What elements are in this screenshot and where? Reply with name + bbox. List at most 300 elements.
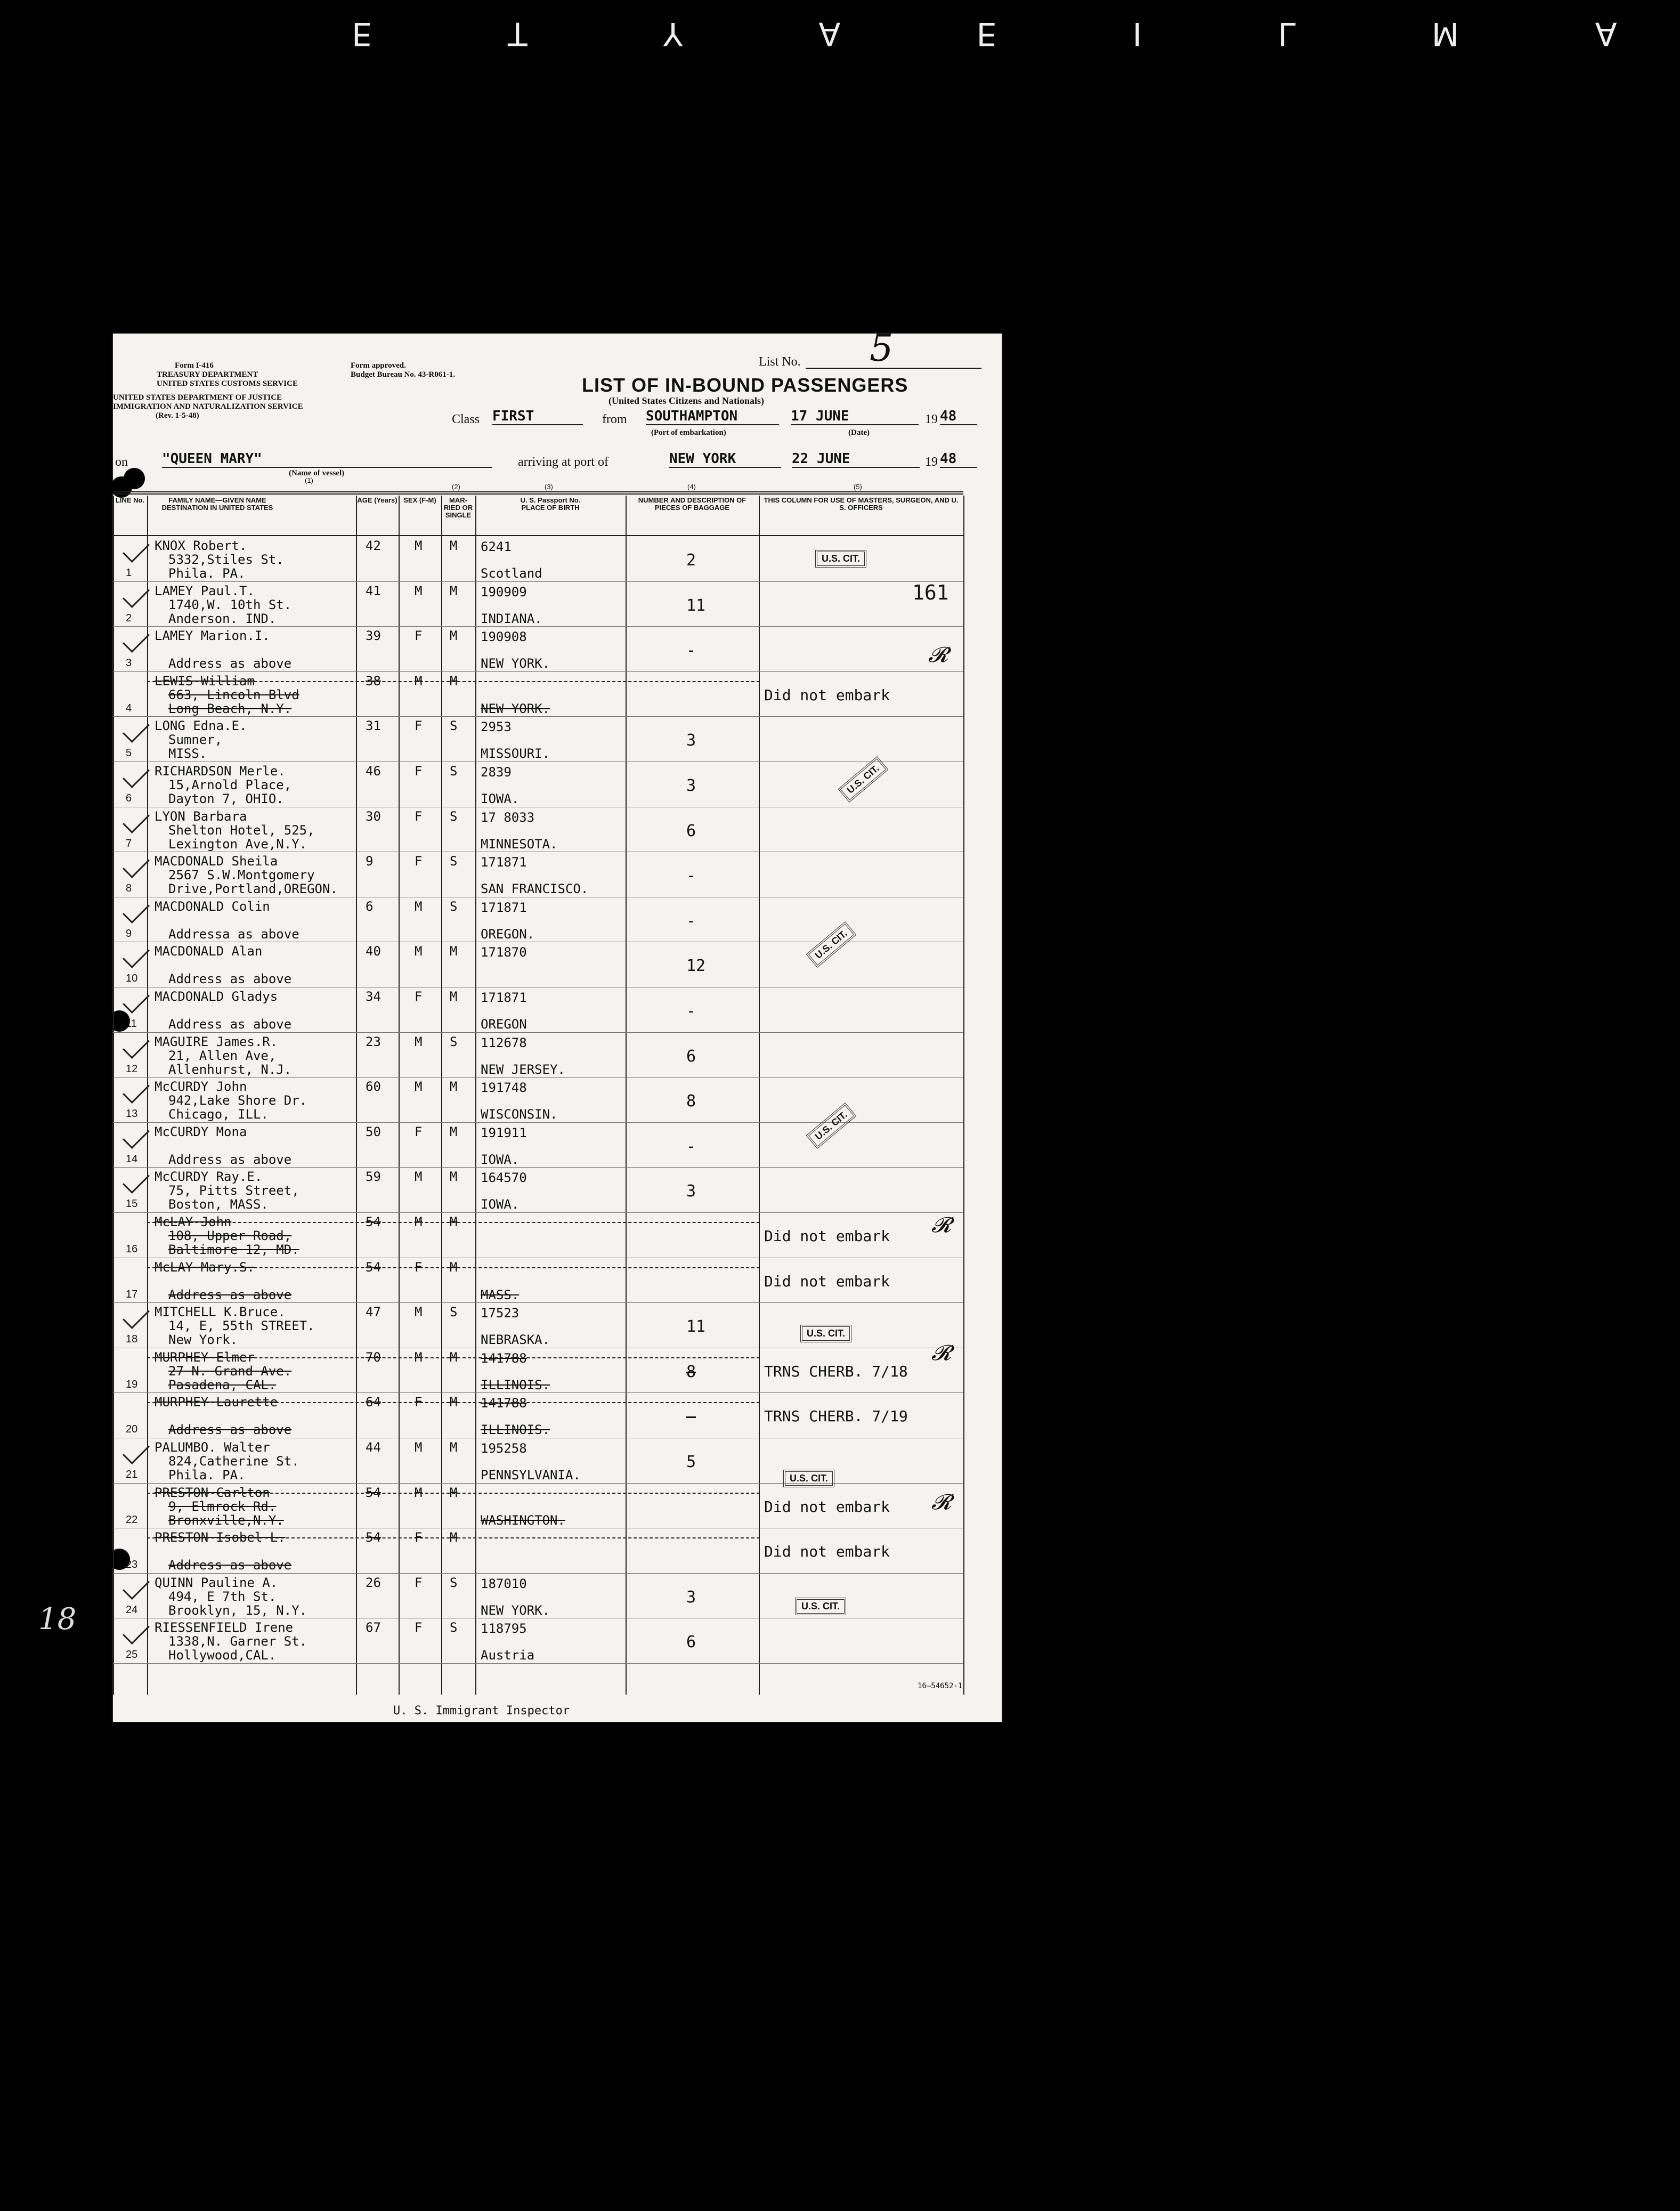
passenger-sex: M xyxy=(415,538,423,553)
line-number: 18 xyxy=(126,1333,138,1346)
passenger-sex: F xyxy=(415,718,423,734)
address-line-2: Long Beach, N.Y. xyxy=(168,701,292,716)
line-number: 10 xyxy=(126,973,138,985)
line-number: 14 xyxy=(126,1153,138,1165)
address-line-1: 824,Catherine St. xyxy=(168,1454,299,1469)
date-note: (Date) xyxy=(848,428,870,437)
passenger-name: PRESTON Carlton xyxy=(155,1485,270,1500)
place-of-birth: Scotland xyxy=(481,566,542,581)
check-mark xyxy=(123,1076,150,1104)
marital-status: M xyxy=(450,1440,458,1455)
address-line-2: New York. xyxy=(168,1332,238,1348)
baggage-count: 8 xyxy=(686,1362,696,1381)
passenger-sex: F xyxy=(415,1575,423,1590)
passenger-sex: F xyxy=(415,1124,423,1139)
baggage-count: 2 xyxy=(686,551,696,570)
passenger-age: 70 xyxy=(366,1349,381,1365)
passport-number: 190909 xyxy=(481,584,527,600)
table-row xyxy=(113,1259,1002,1304)
passenger-sex: F xyxy=(415,764,423,779)
passenger-age: 59 xyxy=(366,1169,381,1185)
passport-number: 164570 xyxy=(481,1170,527,1186)
col-head-married: MAR-RIED OR SINGLE xyxy=(443,496,473,519)
passenger-sex: M xyxy=(415,583,423,598)
inspector-label: U. S. Immigrant Inspector xyxy=(393,1704,570,1718)
row-rule xyxy=(113,1663,963,1664)
passport-number: 2839 xyxy=(481,765,512,780)
passenger-name: LAMEY Paul.T. xyxy=(155,583,255,598)
place-of-birth: OREGON xyxy=(481,1017,527,1032)
table-row xyxy=(113,1213,1002,1259)
address-line-2: Baltimore 12, MD. xyxy=(168,1242,299,1257)
baggage-count: - xyxy=(686,911,696,930)
passenger-sex: M xyxy=(415,1169,423,1185)
form-number: Form I-416 xyxy=(175,361,214,370)
table-row xyxy=(113,1168,1002,1213)
justice-dept xyxy=(113,393,303,420)
passenger-age: 47 xyxy=(366,1305,381,1320)
passenger-sex: F xyxy=(415,628,423,644)
passenger-name: KNOX Robert. xyxy=(155,538,247,553)
list-no-value: 5 xyxy=(870,326,894,370)
embark-port: SOUTHAMPTON xyxy=(646,408,779,425)
place-of-birth: MISSOURI. xyxy=(481,746,550,762)
address-line-2: Address as above xyxy=(168,1287,292,1302)
embark-date: 17 JUNE xyxy=(791,408,919,425)
passenger-age: 40 xyxy=(366,944,381,959)
place-of-birth: ILLINOIS. xyxy=(481,1422,550,1438)
passenger-sex: M xyxy=(415,898,423,914)
passenger-name: MACDONALD Gladys xyxy=(155,989,278,1004)
passport-number: 190908 xyxy=(481,629,527,645)
line-number: 11 xyxy=(126,1018,137,1030)
line-number: 16 xyxy=(126,1243,138,1255)
check-mark xyxy=(123,1617,150,1645)
row-rule xyxy=(113,1032,963,1033)
passenger-sex: M xyxy=(415,673,423,689)
table-row xyxy=(113,1078,1002,1123)
place-of-birth: NEW JERSEY. xyxy=(481,1062,565,1077)
passport-number: 17 8033 xyxy=(481,809,535,825)
passenger-sex: M xyxy=(415,1440,423,1455)
address-line-1: 663, Lincoln Blvd xyxy=(168,687,299,702)
passport-number: 191911 xyxy=(481,1125,527,1140)
passport-number: 17523 xyxy=(481,1306,520,1321)
address-line-2: Dayton 7, OHIO. xyxy=(168,791,284,806)
budget-bureau-line: Budget Bureau No. 43-R061-1. xyxy=(351,370,455,379)
arrival-date: 22 JUNE xyxy=(792,451,920,468)
table-row xyxy=(113,717,1002,763)
passenger-sex: F xyxy=(415,854,423,869)
remark: Did not embark xyxy=(764,1272,890,1290)
passenger-name: McCURDY Mona xyxy=(155,1124,247,1139)
baggage-count: 6 xyxy=(686,1047,696,1066)
marital-status: S xyxy=(450,808,458,824)
table-row xyxy=(113,673,1002,718)
check-mark xyxy=(123,806,150,833)
baggage-count: - xyxy=(686,866,696,886)
remark: TRNS CHERB. 7/18 xyxy=(764,1362,908,1380)
table-row xyxy=(113,943,1002,988)
remark: Did not embark xyxy=(764,1227,890,1245)
marital-status: S xyxy=(450,1620,458,1635)
table-row xyxy=(113,988,1002,1033)
place-of-birth: IOWA. xyxy=(481,1152,520,1167)
check-mark xyxy=(123,761,150,788)
passenger-age: 23 xyxy=(366,1034,381,1049)
check-mark xyxy=(123,1032,150,1059)
from-year: 48 xyxy=(940,408,977,425)
list-no-line xyxy=(806,368,981,369)
passport-number: 171871 xyxy=(481,900,527,915)
passenger-sex: F xyxy=(415,1620,423,1635)
line-number: 22 xyxy=(126,1513,138,1526)
passport-number: 118795 xyxy=(481,1621,527,1637)
place-of-birth: MASS. xyxy=(481,1287,520,1302)
passenger-name: MAGUIRE James.R. xyxy=(155,1034,278,1049)
check-mark xyxy=(123,941,150,968)
address-line-2: Phila. PA. xyxy=(168,1468,246,1483)
marital-status: M xyxy=(450,583,458,598)
on-label: on xyxy=(115,455,128,469)
address-line-1: 14, E, 55th STREET. xyxy=(168,1318,315,1334)
passenger-age: 31 xyxy=(366,718,381,734)
address-line-1: 75, Pitts Street, xyxy=(168,1183,299,1198)
remark: TRNS CHERB. 7/19 xyxy=(764,1407,908,1426)
line-number: 21 xyxy=(126,1469,138,1480)
us-citizen-stamp: U.S. CIT. xyxy=(783,1470,834,1487)
table-row xyxy=(113,1394,1002,1439)
line-number: 25 xyxy=(126,1649,138,1661)
passenger-name: RICHARDSON Merle. xyxy=(155,764,286,779)
marital-status: S xyxy=(450,718,458,734)
passenger-name: McLAY Mary.S. xyxy=(155,1259,255,1275)
inspector-initials: 𝓡 xyxy=(928,643,948,667)
table-row xyxy=(113,582,1002,628)
check-mark xyxy=(123,581,150,608)
marital-status: M xyxy=(450,1079,458,1095)
vessel-note: (Name of vessel) xyxy=(289,469,345,477)
place-of-birth: NEW YORK. xyxy=(481,656,550,671)
passenger-sex: M xyxy=(415,944,423,959)
passenger-name: MURPHEY Elmer xyxy=(155,1349,255,1365)
check-mark xyxy=(123,716,150,743)
marital-status: S xyxy=(450,1034,458,1049)
passenger-age: 42 xyxy=(366,538,381,553)
strike-line xyxy=(147,1493,760,1495)
passenger-age: 9 xyxy=(366,854,374,869)
check-mark xyxy=(123,1302,150,1329)
marital-status: M xyxy=(450,1530,458,1545)
col-head-passport: U. S. Passport No. PLACE OF BIRTH xyxy=(520,496,581,512)
place-of-birth: MINNESOTA. xyxy=(481,836,558,852)
passenger-name: PALUMBO. Walter xyxy=(155,1440,270,1455)
line-number: 3 xyxy=(126,657,132,669)
passenger-name: QUINN Pauline A. xyxy=(155,1575,278,1590)
us-citizen-stamp: U.S. CIT. xyxy=(806,921,857,968)
marital-status: M xyxy=(450,1349,458,1365)
address-line-1: 1338,N. Garner St. xyxy=(168,1634,307,1649)
marital-status: M xyxy=(450,1169,458,1185)
address-line-1: 9, Elmrock Rd. xyxy=(168,1499,277,1514)
table-row xyxy=(113,1484,1002,1529)
place-of-birth: IOWA. xyxy=(481,791,520,806)
marital-status: S xyxy=(450,1305,458,1320)
marital-status: S xyxy=(450,854,458,869)
address-line-1: 5332,Stiles St. xyxy=(168,552,284,567)
check-mark xyxy=(123,1437,150,1464)
from-label: from xyxy=(602,412,627,426)
passenger-age: 34 xyxy=(366,989,381,1004)
class-value: FIRST xyxy=(492,408,583,425)
row-rule xyxy=(113,1212,963,1213)
line-number: 2 xyxy=(126,612,132,624)
passenger-name: PRESTON Isobel L. xyxy=(155,1530,286,1545)
place-of-birth: WISCONSIN. xyxy=(481,1107,558,1122)
justice-line-3: (Rev. 1-5-48) xyxy=(156,411,199,420)
passenger-name: LYON Barbara xyxy=(155,808,247,824)
inspector-initials: 𝓡 xyxy=(931,1213,952,1237)
inspector-initials: 𝓡 xyxy=(931,1490,952,1515)
passenger-name: MURPHEY Laurette xyxy=(155,1395,278,1410)
address-line-1: 942,Lake Shore Dr. xyxy=(168,1093,307,1108)
passenger-name: RIESSENFIELD Irene xyxy=(155,1620,294,1635)
check-mark xyxy=(123,851,150,878)
passenger-age: 41 xyxy=(366,583,381,598)
address-line-2: Chicago, ILL. xyxy=(168,1107,269,1122)
table-row xyxy=(113,1529,1002,1574)
line-number: 24 xyxy=(126,1603,138,1616)
strike-line xyxy=(147,1402,760,1404)
marital-status: M xyxy=(450,1395,458,1410)
from-year-prefix: 19 xyxy=(925,412,938,426)
passport-number: 195258 xyxy=(481,1441,527,1456)
line-number: 8 xyxy=(126,882,132,895)
table-row xyxy=(113,1439,1002,1484)
row-rule xyxy=(113,1392,963,1393)
marital-status: M xyxy=(450,1259,458,1275)
line-number: 20 xyxy=(126,1423,138,1436)
col-head-age: AGE (Years) xyxy=(357,496,397,504)
place-of-birth: IOWA. xyxy=(481,1197,520,1212)
table-row xyxy=(113,627,1002,673)
passenger-sex: F xyxy=(415,989,423,1004)
vessel-name: "QUEEN MARY" xyxy=(162,451,492,468)
col-num-1: (1) xyxy=(305,476,313,484)
customs-service: UNITED STATES CUSTOMS SERVICE xyxy=(157,379,298,388)
side-note: 18 xyxy=(38,1602,77,1637)
table-header-bottom xyxy=(113,535,963,536)
passenger-name: LONG Edna.E. xyxy=(155,718,247,734)
table-header-rule xyxy=(113,493,963,495)
place-of-birth: ILLINOIS. xyxy=(481,1377,550,1392)
line-number: 5 xyxy=(126,747,132,759)
marital-status: M xyxy=(450,673,458,689)
row-rule xyxy=(113,1302,963,1303)
port-embark-note: (Port of embarkation) xyxy=(651,428,726,437)
col-num-4: (4) xyxy=(687,483,696,491)
table-row xyxy=(113,808,1002,853)
address-line-1: 2567 S.W.Montgomery xyxy=(168,868,315,883)
passenger-name: McLAY John xyxy=(155,1214,232,1229)
check-mark xyxy=(123,1573,150,1600)
passenger-age: 54 xyxy=(366,1214,381,1229)
col-num-3: (3) xyxy=(545,483,553,491)
passenger-sex: F xyxy=(415,1259,423,1275)
passport-number: 171871 xyxy=(481,855,527,870)
passenger-age: 64 xyxy=(366,1395,381,1410)
passenger-name: McCURDY Ray.E. xyxy=(155,1169,263,1185)
address-line-2: Allenhurst, N.J. xyxy=(168,1062,292,1077)
address-line-2: Address as above xyxy=(168,656,292,671)
address-line-2: Address as above xyxy=(168,1558,292,1573)
manifest-page xyxy=(38,326,1002,1722)
passenger-age: 44 xyxy=(366,1440,381,1455)
address-line-2: Lexington Ave,N.Y. xyxy=(168,836,307,852)
marital-status: M xyxy=(450,944,458,959)
us-citizen-stamp: U.S. CIT. xyxy=(800,1325,851,1342)
microfilm-header-strip xyxy=(0,0,1680,64)
place-of-birth: SAN FRANCISCO. xyxy=(481,881,589,897)
document-title: LIST OF IN-BOUND PASSENGERS xyxy=(582,374,908,396)
passenger-sex: F xyxy=(415,1530,423,1545)
us-citizen-stamp: U.S. CIT. xyxy=(815,550,866,568)
passenger-age: 39 xyxy=(366,628,381,644)
passport-number: 187010 xyxy=(481,1576,527,1591)
arrival-port: NEW YORK xyxy=(669,451,781,468)
check-mark xyxy=(123,986,150,1014)
arrival-year-prefix: 19 xyxy=(925,455,938,469)
passenger-age: 6 xyxy=(366,898,374,914)
row-rule xyxy=(113,716,963,717)
address-line-1: Shelton Hotel, 525, xyxy=(168,822,315,838)
col-head-baggage: NUMBER AND DESCRIPTION OF PIECES OF BAGGAGE xyxy=(638,496,746,512)
remark: Did not embark xyxy=(764,1543,890,1561)
address-line-2: Addressa as above xyxy=(168,926,299,942)
form-info xyxy=(157,361,298,388)
passenger-age: 60 xyxy=(366,1079,381,1095)
passenger-sex: M xyxy=(415,1034,423,1049)
row-rule xyxy=(113,1573,963,1574)
class-label: Class xyxy=(452,412,480,426)
punch-hole xyxy=(111,476,132,498)
passenger-age: 67 xyxy=(366,1620,381,1635)
passenger-name: McCURDY John xyxy=(155,1079,247,1095)
place-of-birth: WASHINGTON. xyxy=(481,1512,565,1528)
col-head-sex: SEX (F-M) xyxy=(403,496,436,504)
address-line-2: Address as above xyxy=(168,1152,292,1167)
col-num-5: (5) xyxy=(854,483,862,491)
address-line-1: 108, Upper Road, xyxy=(168,1228,292,1243)
passenger-age: 38 xyxy=(366,673,381,689)
passport-number: 141788 xyxy=(481,1396,527,1411)
address-line-1: 21, Allen Ave, xyxy=(168,1048,277,1063)
passenger-sex: F xyxy=(415,808,423,824)
table-row xyxy=(113,1619,1002,1664)
line-number: 12 xyxy=(126,1063,138,1075)
passenger-sex: M xyxy=(415,1485,423,1500)
baggage-count: - xyxy=(686,1002,696,1021)
table-row xyxy=(113,1033,1002,1079)
strike-line xyxy=(147,1267,760,1269)
table-row xyxy=(113,1303,1002,1349)
line-number: 13 xyxy=(126,1108,138,1120)
place-of-birth: NEW YORK. xyxy=(481,701,550,716)
address-line-1: 494, E 7th St. xyxy=(168,1589,277,1604)
col-num-2: (2) xyxy=(452,483,460,491)
passenger-sex: M xyxy=(415,1079,423,1095)
remark: Did not embark xyxy=(764,1497,890,1516)
line-number: 9 xyxy=(126,927,132,940)
baggage-count: 6 xyxy=(686,821,696,840)
check-mark xyxy=(123,896,150,924)
strike-line xyxy=(147,1222,760,1224)
passenger-name: MACDONALD Sheila xyxy=(155,854,278,869)
passenger-age: 54 xyxy=(366,1259,381,1275)
table-row xyxy=(113,898,1002,943)
line-number: 17 xyxy=(126,1288,138,1300)
address-line-2: Bronxville,N.Y. xyxy=(168,1512,284,1528)
baggage-count: 6 xyxy=(686,1633,696,1652)
justice-line-1: UNITED STATES DEPARTMENT OF JUSTICE xyxy=(113,393,282,402)
row-rule xyxy=(113,1167,963,1168)
film-strip-letters: E T Y A E I L M A xyxy=(352,15,1680,52)
form-code: 16—54652-1 xyxy=(918,1682,963,1690)
baggage-count: - xyxy=(686,641,696,660)
marital-status: S xyxy=(450,898,458,914)
address-line-1: 1740,W. 10th St. xyxy=(168,597,292,612)
row-rule xyxy=(113,626,963,627)
table-row xyxy=(113,1349,1002,1394)
row-rule xyxy=(113,671,963,672)
address-line-2: Boston, MASS. xyxy=(168,1197,269,1212)
address-line-2: Brooklyn, 15, N.Y. xyxy=(168,1602,307,1618)
check-mark xyxy=(123,1167,150,1194)
place-of-birth: INDIANA. xyxy=(481,611,542,626)
address-line-2: Address as above xyxy=(168,1422,292,1438)
marital-status: S xyxy=(450,1575,458,1590)
address-line-2: Address as above xyxy=(168,1017,292,1032)
address-line-2: Anderson. IND. xyxy=(168,611,277,626)
address-line-2: Address as above xyxy=(168,971,292,987)
line-number: 6 xyxy=(126,792,132,804)
strike-line xyxy=(147,1537,760,1540)
marital-status: M xyxy=(450,1124,458,1139)
baggage-count: 11 xyxy=(686,1317,706,1337)
baggage-count: - xyxy=(686,1407,696,1427)
inspector-initials: 𝓡 xyxy=(931,1341,952,1365)
check-mark xyxy=(123,1122,150,1149)
col-head-remarks: THIS COLUMN FOR USE OF MASTERS, SURGEON, AND U. S. OFFICERS xyxy=(764,496,959,512)
col-head-name: FAMILY NAME—GIVEN NAME DESTINATION IN UNITED STATES xyxy=(161,496,273,512)
passenger-age: 50 xyxy=(366,1124,381,1139)
marital-status: M xyxy=(450,989,458,1004)
passenger-name: LEWIS William xyxy=(155,673,255,689)
form-approved xyxy=(351,361,455,379)
passenger-sex: M xyxy=(415,1349,423,1365)
arriving-label: arriving at port of xyxy=(518,455,608,469)
place-of-birth: Austria xyxy=(481,1648,535,1663)
table-row xyxy=(113,1574,1002,1619)
remark: Did not embark xyxy=(764,686,890,704)
address-line-2: Hollywood,CAL. xyxy=(168,1648,277,1663)
line-number: 23 xyxy=(126,1559,138,1571)
line-number: 1 xyxy=(126,567,132,579)
passenger-age: 46 xyxy=(366,764,381,779)
passport-number: 112678 xyxy=(481,1035,527,1050)
row-rule xyxy=(113,1077,963,1078)
passenger-sex: M xyxy=(415,1305,423,1320)
